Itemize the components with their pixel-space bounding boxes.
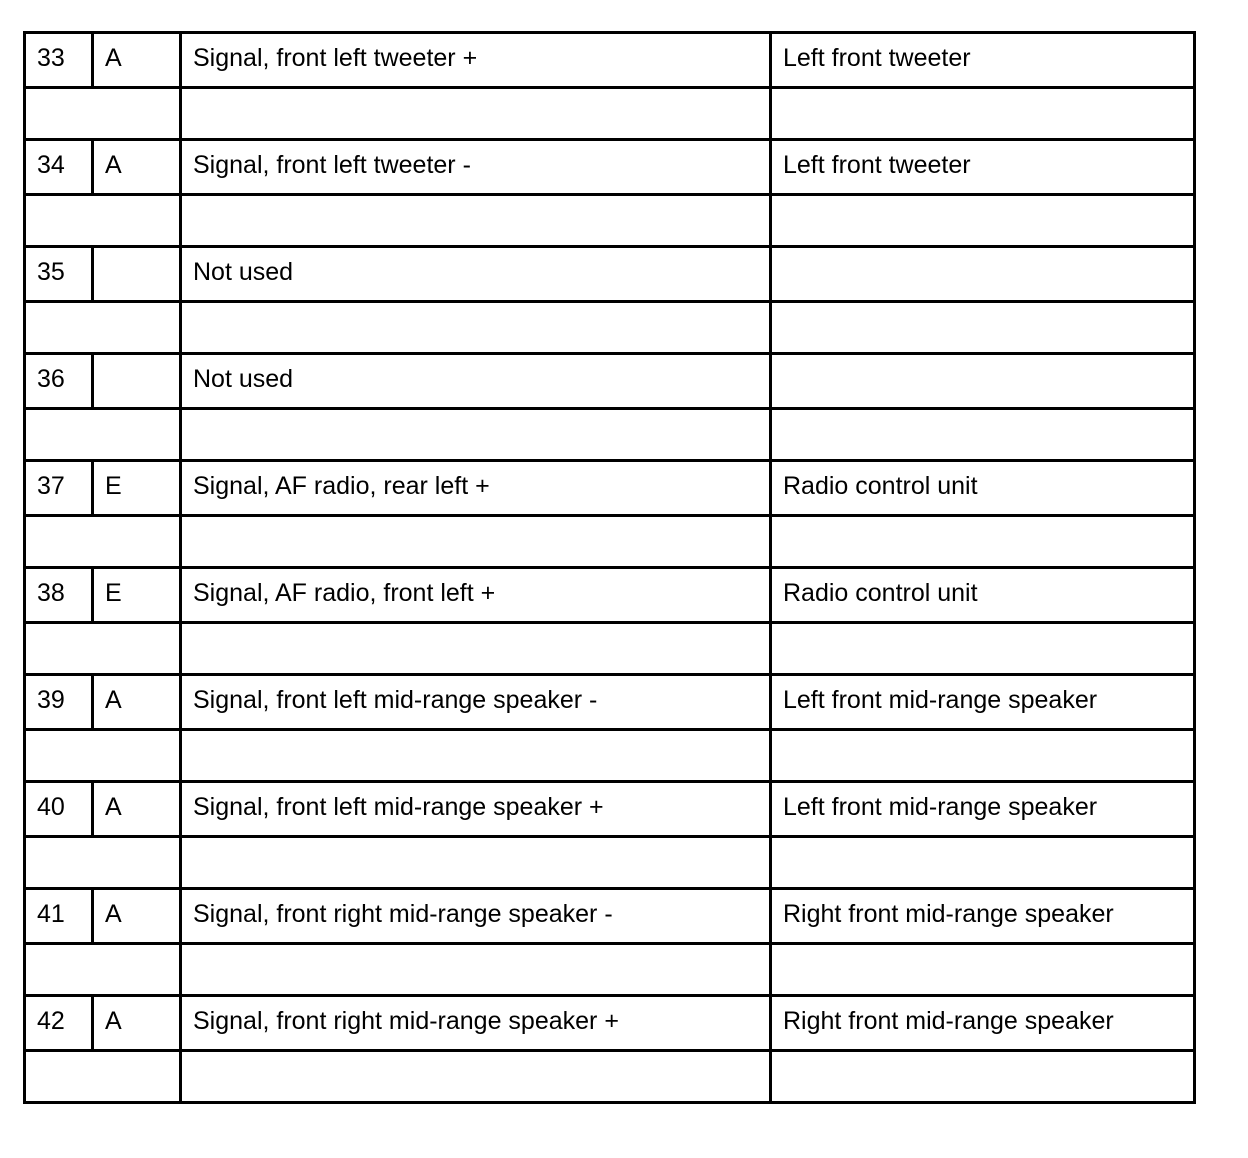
component-cell: Left front mid-range speaker <box>771 675 1195 730</box>
table-spacer-row <box>25 195 1195 247</box>
empty-cell <box>25 409 181 461</box>
table-row <box>25 461 1195 516</box>
empty-cell <box>25 1051 181 1103</box>
signal-type-cell: A <box>93 140 181 195</box>
pin-number-cell: 35 <box>25 247 93 302</box>
empty-cell <box>181 623 771 675</box>
table-row <box>25 33 1195 88</box>
empty-cell <box>771 623 1195 675</box>
empty-cell <box>771 1051 1195 1103</box>
pin-number-cell: 33 <box>25 33 93 88</box>
pin-number-cell: 42 <box>25 996 93 1051</box>
table-row <box>25 996 1195 1051</box>
pin-table-body <box>25 33 1195 1103</box>
signal-description-cell: Signal, AF radio, rear left + <box>181 461 771 516</box>
empty-cell <box>25 195 181 247</box>
signal-description-cell: Signal, front left mid-range speaker - <box>181 675 771 730</box>
table-row <box>25 782 1195 837</box>
empty-cell <box>771 88 1195 140</box>
empty-cell <box>771 516 1195 568</box>
table-row <box>25 675 1195 730</box>
table-row <box>25 140 1195 195</box>
signal-type-cell: A <box>93 675 181 730</box>
empty-cell <box>181 837 771 889</box>
pin-number-cell: 41 <box>25 889 93 944</box>
signal-description-cell: Signal, front right mid-range speaker + <box>181 996 771 1051</box>
table-row <box>25 568 1195 623</box>
empty-cell <box>181 302 771 354</box>
empty-cell <box>181 195 771 247</box>
empty-cell <box>25 623 181 675</box>
empty-cell <box>771 730 1195 782</box>
empty-cell <box>181 944 771 996</box>
signal-description-cell: Not used <box>181 354 771 409</box>
empty-cell <box>771 409 1195 461</box>
signal-type-cell <box>93 247 181 302</box>
signal-type-cell: A <box>93 782 181 837</box>
empty-cell <box>25 516 181 568</box>
signal-type-cell: E <box>93 568 181 623</box>
empty-cell <box>771 837 1195 889</box>
pin-number-cell: 40 <box>25 782 93 837</box>
component-cell: Right front mid-range speaker <box>771 889 1195 944</box>
component-cell: Left front tweeter <box>771 140 1195 195</box>
table-spacer-row <box>25 730 1195 782</box>
pin-assignment-table <box>23 31 1196 1104</box>
table-spacer-row <box>25 944 1195 996</box>
pin-number-cell: 34 <box>25 140 93 195</box>
empty-cell <box>771 195 1195 247</box>
component-cell: Radio control unit <box>771 461 1195 516</box>
empty-cell <box>181 516 771 568</box>
component-cell <box>771 354 1195 409</box>
signal-type-cell <box>93 354 181 409</box>
empty-cell <box>25 944 181 996</box>
empty-cell <box>25 837 181 889</box>
signal-description-cell: Not used <box>181 247 771 302</box>
empty-cell <box>25 730 181 782</box>
table-spacer-row <box>25 623 1195 675</box>
table-row <box>25 889 1195 944</box>
pin-number-cell: 37 <box>25 461 93 516</box>
signal-type-cell: E <box>93 461 181 516</box>
signal-description-cell: Signal, front left tweeter - <box>181 140 771 195</box>
signal-description-cell: Signal, front left mid-range speaker + <box>181 782 771 837</box>
pin-number-cell: 39 <box>25 675 93 730</box>
table-spacer-row <box>25 88 1195 140</box>
component-cell: Right front mid-range speaker <box>771 996 1195 1051</box>
empty-cell <box>181 1051 771 1103</box>
table-spacer-row <box>25 516 1195 568</box>
table-spacer-row <box>25 409 1195 461</box>
signal-description-cell: Signal, front right mid-range speaker - <box>181 889 771 944</box>
signal-type-cell: A <box>93 996 181 1051</box>
signal-description-cell: Signal, AF radio, front left + <box>181 568 771 623</box>
empty-cell <box>25 88 181 140</box>
signal-type-cell: A <box>93 889 181 944</box>
signal-type-cell: A <box>93 33 181 88</box>
table-row <box>25 354 1195 409</box>
table-spacer-row <box>25 1051 1195 1103</box>
component-cell: Left front tweeter <box>771 33 1195 88</box>
component-cell: Radio control unit <box>771 568 1195 623</box>
empty-cell <box>181 88 771 140</box>
signal-description-cell: Signal, front left tweeter + <box>181 33 771 88</box>
empty-cell <box>771 944 1195 996</box>
table-row <box>25 247 1195 302</box>
pin-number-cell: 36 <box>25 354 93 409</box>
component-cell <box>771 247 1195 302</box>
empty-cell <box>181 730 771 782</box>
component-cell: Left front mid-range speaker <box>771 782 1195 837</box>
empty-cell <box>771 302 1195 354</box>
table-spacer-row <box>25 837 1195 889</box>
table-spacer-row <box>25 302 1195 354</box>
pin-number-cell: 38 <box>25 568 93 623</box>
empty-cell <box>181 409 771 461</box>
empty-cell <box>25 302 181 354</box>
